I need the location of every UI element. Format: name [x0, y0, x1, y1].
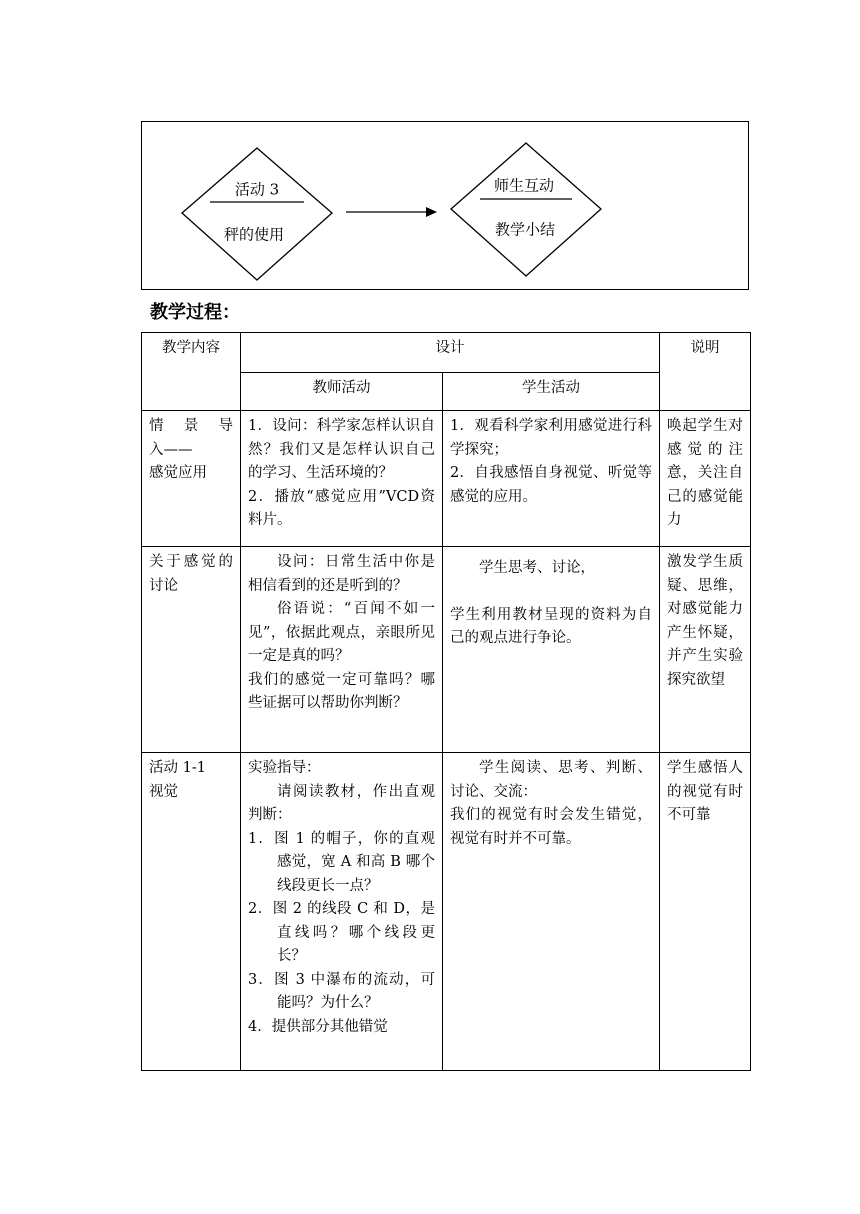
- row3-student-line: 学生阅读、思考、判断、讨论、交流：: [450, 760, 652, 800]
- right-diamond-top-label: 师生互动: [493, 176, 555, 195]
- table-header-row: [142, 333, 751, 373]
- row3-student: [443, 753, 660, 1071]
- header-design: 设计: [241, 333, 660, 373]
- row2-teacher-line: 设问：日常生活中你是相信看到的还是听到的？: [248, 554, 435, 594]
- row3-student-line: 我们的视觉有时会发生错觉，视觉有时并不可靠。: [450, 807, 652, 847]
- row2-note: 激发学生质疑、思维，对感觉能力产生怀疑，并产生实验探究欲望: [660, 547, 751, 753]
- row1-student: [443, 411, 660, 547]
- row3-content: [142, 753, 241, 1071]
- left-diamond-top-label: 活动 3: [234, 180, 280, 199]
- row3-teacher-item: 1．图 1 的帽子，你的直观感觉，宽 A 和高 B 哪个线段更长一点？: [248, 830, 435, 894]
- left-diamond-bottom-label: 秤的使用: [223, 225, 285, 244]
- section-title: 教学过程：: [150, 302, 240, 323]
- row3-teacher-item: 4．提供部分其他错觉: [248, 1018, 388, 1035]
- row3-teacher-item: 2．图 2 的线段 C 和 D，是直线吗？哪个线段更长？: [248, 901, 435, 964]
- right-diamond-bottom-label: 教学小结: [494, 220, 556, 239]
- row2-content: 关于感觉的讨论: [142, 547, 241, 753]
- row1-student-line: 1．观看科学家利用感觉进行科学探究；: [450, 418, 652, 458]
- row3-note: 学生感悟人的视觉有时不可靠: [660, 753, 751, 1071]
- row1-content-line: 感觉应用: [149, 465, 207, 481]
- row1-note: 唤起学生对感觉的注意，关注自己的感觉能力: [660, 411, 751, 547]
- diagram-shapes: [142, 122, 750, 291]
- row1-student-line: 2．自我感悟自身视觉、听觉等感觉的应用。: [450, 465, 652, 505]
- row3-teacher-lead: 请阅读教材，作出直观判断：: [248, 783, 435, 823]
- row3-content-line: 活动 1-1: [149, 760, 206, 776]
- table-row: [142, 547, 751, 753]
- header-content: 教学内容: [142, 333, 241, 411]
- row3-content-line: 视觉: [149, 783, 178, 800]
- row1-content: [142, 411, 241, 547]
- row2-teacher: [241, 547, 443, 753]
- header-note: 说明: [660, 333, 751, 411]
- row3-teacher-intro: 实验指导：: [248, 760, 321, 776]
- row2-student-line: 学生思考、讨论，: [479, 560, 595, 576]
- teaching-process-table: [141, 332, 751, 1071]
- row1-teacher-line: 2．播放“感觉应用”VCD资料片。: [248, 488, 435, 528]
- flow-diagram: [141, 121, 749, 290]
- row3-teacher: [241, 753, 443, 1071]
- row1-content-line: 入——: [149, 441, 193, 458]
- row2-student: [443, 547, 660, 753]
- row1-teacher: [241, 411, 443, 547]
- row2-student-line: 学生利用教材呈现的资料为自己的观点进行争论。: [450, 606, 652, 646]
- row2-teacher-line: 我们的感觉一定可靠吗？哪些证据可以帮助你判断？: [248, 671, 435, 711]
- row1-teacher-line: 1．设问：科学家怎样认识自然？我们又是怎样认识自己的学习、生活环境的？: [248, 418, 435, 481]
- header-teacher: 教师活动: [241, 373, 443, 411]
- header-student: 学生活动: [443, 373, 660, 411]
- table-row: [142, 753, 751, 1071]
- right-diamond: [451, 143, 601, 276]
- row3-teacher-item: 3．图 3 中瀑布的流动，可能吗？为什么？: [248, 971, 435, 1011]
- arrow-head: [426, 207, 437, 217]
- left-diamond: [182, 148, 332, 280]
- row1-content-line: 情 景 导: [149, 418, 233, 434]
- table-row: [142, 411, 751, 547]
- row2-teacher-line: 俗语说：“百闻不如一见”，依据此观点，亲眼所见一定是真的吗？: [248, 601, 435, 664]
